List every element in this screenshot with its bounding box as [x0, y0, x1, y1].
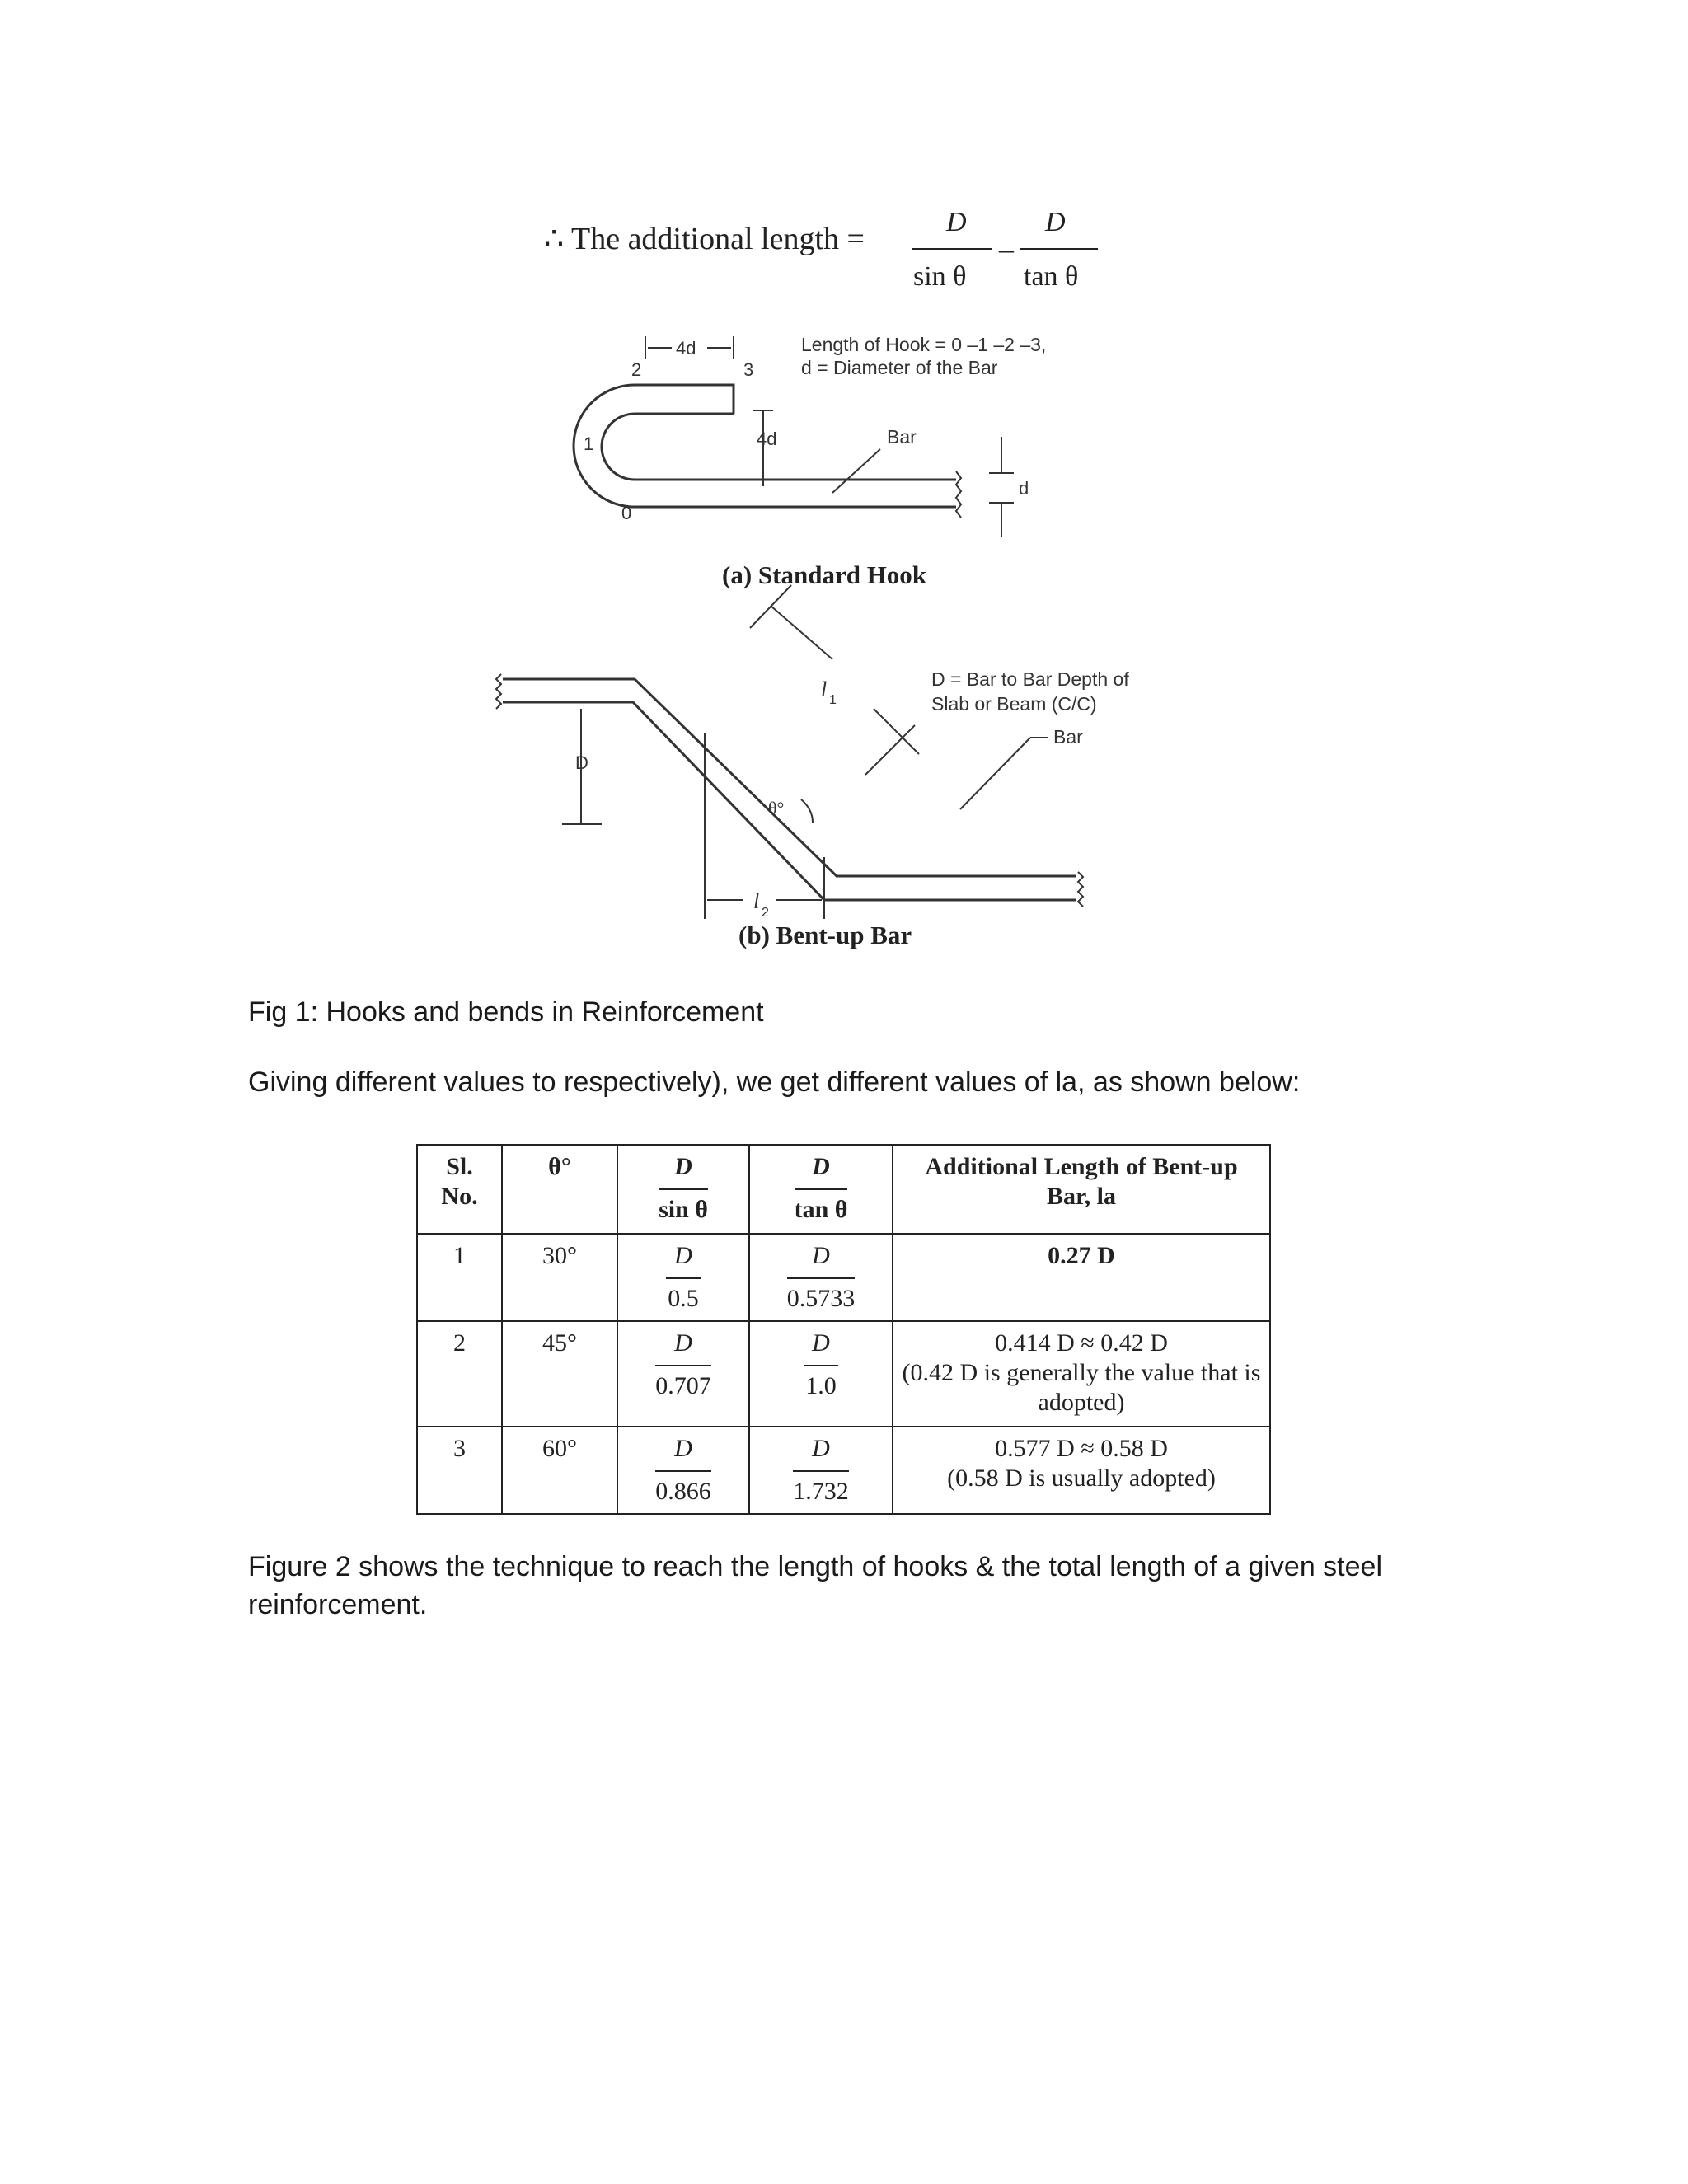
cell-sin-num: D: [655, 1329, 711, 1366]
bent-bar-label: Bar: [1053, 726, 1083, 748]
cell-d-over-sin: [617, 1321, 749, 1427]
cell-d-over-tan: [749, 1321, 893, 1427]
header-d-over-sin-num: D: [659, 1152, 708, 1190]
hook-point-2: 2: [631, 359, 642, 380]
hook-point-0: 0: [621, 503, 632, 523]
cell-sl: 2: [417, 1321, 502, 1427]
cell-sin-den: 0.5: [668, 1285, 699, 1312]
cell-result-main: 0.414 D ≈ 0.42 D: [995, 1329, 1168, 1357]
hook-note-line-1: Length of Hook = 0 –1 –2 –3,: [801, 334, 1047, 355]
cell-sl: 3: [417, 1427, 502, 1514]
cell-tan-num: D: [787, 1241, 856, 1279]
cell-tan-num: D: [804, 1329, 838, 1366]
reinforcement-figure: [486, 198, 1179, 964]
bent-theta-label: θ°: [768, 798, 785, 818]
cell-result: [893, 1321, 1270, 1427]
cell-result-note: (0.42 D is generally the value that is adopted): [902, 1359, 1261, 1416]
formula-denominator-2: tan θ: [1024, 261, 1079, 292]
cell-tan-den: 1.732: [793, 1478, 849, 1505]
cell-result-note: (0.58 D is usually adopted): [947, 1465, 1216, 1492]
formula-prefix: ∴ The additional length =: [544, 222, 865, 256]
closing-paragraph: Figure 2 shows the technique to reach the length of hooks & the total length of a given steel reinforcement.: [248, 1551, 1383, 1620]
cell-result: [893, 1234, 1270, 1321]
header-sl-no: Sl. No.: [417, 1145, 502, 1234]
hook-point-1: 1: [584, 434, 594, 454]
cell-d-over-sin: [617, 1234, 749, 1321]
bent-l2-label: l: [753, 889, 760, 913]
bent-l1-subscript: 1: [829, 693, 837, 707]
table-row: [417, 1234, 1270, 1321]
formula-numerator-2: D: [1045, 207, 1066, 237]
cell-sl: 1: [417, 1234, 502, 1321]
cell-tan-den: 0.5733: [786, 1285, 856, 1312]
table-row: [417, 1427, 1270, 1514]
table-header-row: [417, 1145, 1270, 1234]
figure-caption: Fig 1: Hooks and bends in Reinforcement: [248, 996, 764, 1028]
cell-tan-den: 1.0: [805, 1372, 837, 1399]
intro-paragraph: Giving different values to respectively), we get different values of la, as shown below:: [248, 1066, 1301, 1098]
cell-sin-den: 0.866: [655, 1478, 711, 1505]
hook-d-label: d: [1019, 478, 1029, 499]
hook-dim-4d-side-label: 4d: [757, 429, 777, 449]
hook-dim-4d-top-label: 4d: [676, 338, 696, 359]
additional-length-table: [416, 1144, 1271, 1515]
reinforcement-diagram: [486, 198, 1179, 964]
table-row: [417, 1321, 1270, 1427]
bent-caption: (b) Bent-up Bar: [738, 921, 912, 949]
cell-theta: 45°: [502, 1321, 617, 1427]
cell-result-main: 0.27 D: [1048, 1242, 1115, 1269]
cell-sin-num: D: [666, 1241, 701, 1279]
header-additional-length: Additional Length of Bent-up Bar, la: [893, 1145, 1270, 1234]
header-d-over-sin-den: sin θ: [659, 1196, 708, 1223]
bent-note-line-1: D = Bar to Bar Depth of: [931, 668, 1129, 690]
bent-D-label: D: [575, 752, 588, 773]
cell-d-over-sin: [617, 1427, 749, 1514]
header-d-over-tan-num: D: [795, 1152, 848, 1190]
hook-bar-label: Bar: [887, 426, 917, 448]
cell-d-over-tan: [749, 1427, 893, 1514]
header-d-over-tan: [749, 1145, 893, 1234]
bent-l2-subscript: 2: [762, 906, 769, 920]
cell-result: [893, 1427, 1270, 1514]
cell-d-over-tan: [749, 1234, 893, 1321]
cell-sin-num: D: [655, 1434, 711, 1472]
bent-note-line-2: Slab or Beam (C/C): [931, 693, 1097, 715]
bent-l1-label: l: [821, 677, 828, 701]
cell-result-main: 0.577 D ≈ 0.58 D: [995, 1435, 1168, 1462]
hook-note-line-2: d = Diameter of the Bar: [801, 357, 998, 378]
header-d-over-tan-den: tan θ: [794, 1196, 848, 1223]
formula-denominator-1: sin θ: [913, 261, 967, 292]
hook-point-3: 3: [743, 359, 754, 380]
hook-caption: (a) Standard Hook: [722, 560, 927, 589]
cell-sin-den: 0.707: [655, 1372, 711, 1399]
cell-tan-num: D: [793, 1434, 849, 1472]
header-theta: θ°: [502, 1145, 617, 1234]
formula-numerator-1: D: [946, 207, 967, 237]
cell-theta: 30°: [502, 1234, 617, 1321]
formula-minus: –: [999, 232, 1014, 265]
header-d-over-sin: [617, 1145, 749, 1234]
cell-theta: 60°: [502, 1427, 617, 1514]
